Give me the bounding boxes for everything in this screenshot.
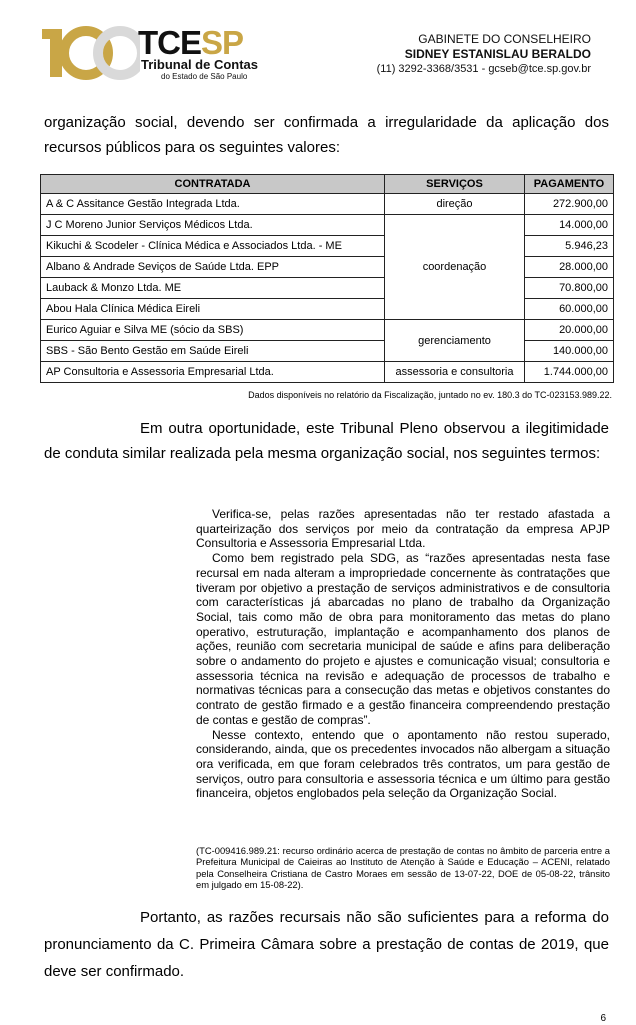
cell-pagamento: 140.000,00 <box>525 341 614 362</box>
logo-subtitle: Tribunal de Contas <box>141 57 259 72</box>
logo-wordmark: TCESP <box>138 24 244 61</box>
office-title: GABINETE DO CONSELHEIRO <box>418 32 591 46</box>
cell-contratada: Abou Hala Clínica Médica Eireli <box>41 299 385 320</box>
cell-contratada: A & C Assitance Gestão Integrada Ltda. <box>41 194 385 215</box>
cell-contratada: Albano & Andrade Seviços de Saúde Ltda. EPP <box>41 257 385 278</box>
payments-table <box>40 174 614 383</box>
table-row <box>41 257 614 278</box>
office-contact: (11) 3292-3368/3531 - gcseb@tce.sp.gov.br <box>376 63 591 75</box>
table-row <box>41 362 614 383</box>
office-name: SIDNEY ESTANISLAU BERALDO <box>404 47 591 61</box>
cell-servicos: direção <box>385 194 525 215</box>
header-servicos: SERVIÇOS <box>385 175 525 194</box>
cell-contratada: Eurico Aguiar e Silva ME (sócio da SBS) <box>41 320 385 341</box>
quote-paragraph-2: Como bem registrado pela SDG, as “razões apresentadas nesta fase recursal em nada alteram a impropriedade concernente às contratações que tiveram por objetivo a prestação de serviços administrativos e de consultoria com características já abarcadas no plano de trabalho da Organização Social, tais como mão de obra para monitoramento das metas do plano operativo, estruturação, implantação e acompanhamento dos planos de ações, reunião com secretaria municipal de saúde e afins para deliberação sobre o andamento do projeto e ajustes e comunicação visual; consultoria e assessoria técnica na revisão e adequação de processos de trabalho e normativas técnicas para a consecução das metas e objetivos constantes do contrato de gestão firmado e a gestão financeira compreendendo prestação de contas e gestão de compras”. <box>196 551 610 727</box>
cell-pagamento: 28.000,00 <box>525 257 614 278</box>
logo-100-graphic <box>40 25 140 81</box>
intro-paragraph: organização social, devendo ser confirmada a irregularidade da aplicação dos recursos públicos para os seguintes valores: <box>44 114 609 156</box>
page-number: 6 <box>600 1013 606 1024</box>
cell-pagamento: 1.744.000,00 <box>525 362 614 383</box>
table-row <box>41 320 614 341</box>
office-header <box>377 32 591 77</box>
cell-pagamento: 14.000,00 <box>525 215 614 236</box>
table-row <box>41 215 614 236</box>
cell-pagamento: 272.900,00 <box>525 194 614 215</box>
table-source-note: Dados disponíveis no relatório da Fiscalização, juntado no ev. 180.3 do TC-023153.989.22. <box>248 390 612 400</box>
table-row <box>41 194 614 215</box>
table-row <box>41 341 614 362</box>
table-header-row <box>41 175 614 194</box>
table-row <box>41 236 614 257</box>
cell-contratada: AP Consultoria e Assessoria Empresarial Ltda. <box>41 362 385 383</box>
cell-pagamento: 70.800,00 <box>525 278 614 299</box>
header-contratada: CONTRATADA <box>41 175 385 194</box>
tce-logo <box>40 25 270 81</box>
cell-pagamento: 20.000,00 <box>525 320 614 341</box>
cell-servicos: coordenação <box>385 215 525 320</box>
quote-reference: (TC-009416.989.21: recurso ordinário acerca de prestação de contas no âmbito de parceria entre a Prefeitura Municipal de Caieiras ao Instituto de Atenção à Saúde e Educação – ACENI, relatado pela Conselheira Cristiana de Castro Moraes em sessão de 13-07-22, DOE de 05-08-22, trânsito em julgado em 15-08-22). <box>196 845 610 891</box>
cell-pagamento: 5.946,23 <box>525 236 614 257</box>
table-row <box>41 299 614 320</box>
cell-servicos: gerenciamento <box>385 320 525 362</box>
block-quote <box>196 507 610 801</box>
quote-paragraph-1: Verifica-se, pelas razões apresentadas não ter restado afastada a quarteirização dos serviços por meio da contratação da empresa APJP Consultoria e Assessoria Empresarial Ltda. <box>196 507 610 551</box>
cell-contratada: SBS - São Bento Gestão em Saúde Eireli <box>41 341 385 362</box>
cell-contratada: Lauback & Monzo Ltda. ME <box>41 278 385 299</box>
cell-contratada: J C Moreno Junior Serviços Médicos Ltda. <box>41 215 385 236</box>
quote-paragraph-3: Nesse contexto, entendo que o apontamento não restou superado, considerando, ainda, que os precedentes invocados não albergam a situação ora verificada, em que foram celebrados três contratos, um para gestão de serviços, outro para consultoria e assessoria técnica e um último para gestão financeira, objetos englobados pela seleção da Organização Social. <box>196 727 610 801</box>
cell-servicos: assessoria e consultoria <box>385 362 525 383</box>
body-paragraph-3: Portanto, as razões recursais não são suficientes para a reforma do pronunciamento da C. Primeira Câmara sobre a prestação de contas de 2019, que deve ser confirmado. <box>44 909 609 980</box>
logo-subtitle-small: do Estado de São Paulo <box>161 72 248 81</box>
cell-contratada: Kikuchi & Scodeler - Clínica Médica e Associados Ltda. - ME <box>41 236 385 257</box>
cell-pagamento: 60.000,00 <box>525 299 614 320</box>
body-paragraph-2: Em outra oportunidade, este Tribunal Pleno observou a ilegitimidade de conduta similar realizada pela mesma organização social, nos seguintes termos: <box>44 420 609 462</box>
table-row <box>41 278 614 299</box>
header-pagamento: PAGAMENTO <box>525 175 614 194</box>
